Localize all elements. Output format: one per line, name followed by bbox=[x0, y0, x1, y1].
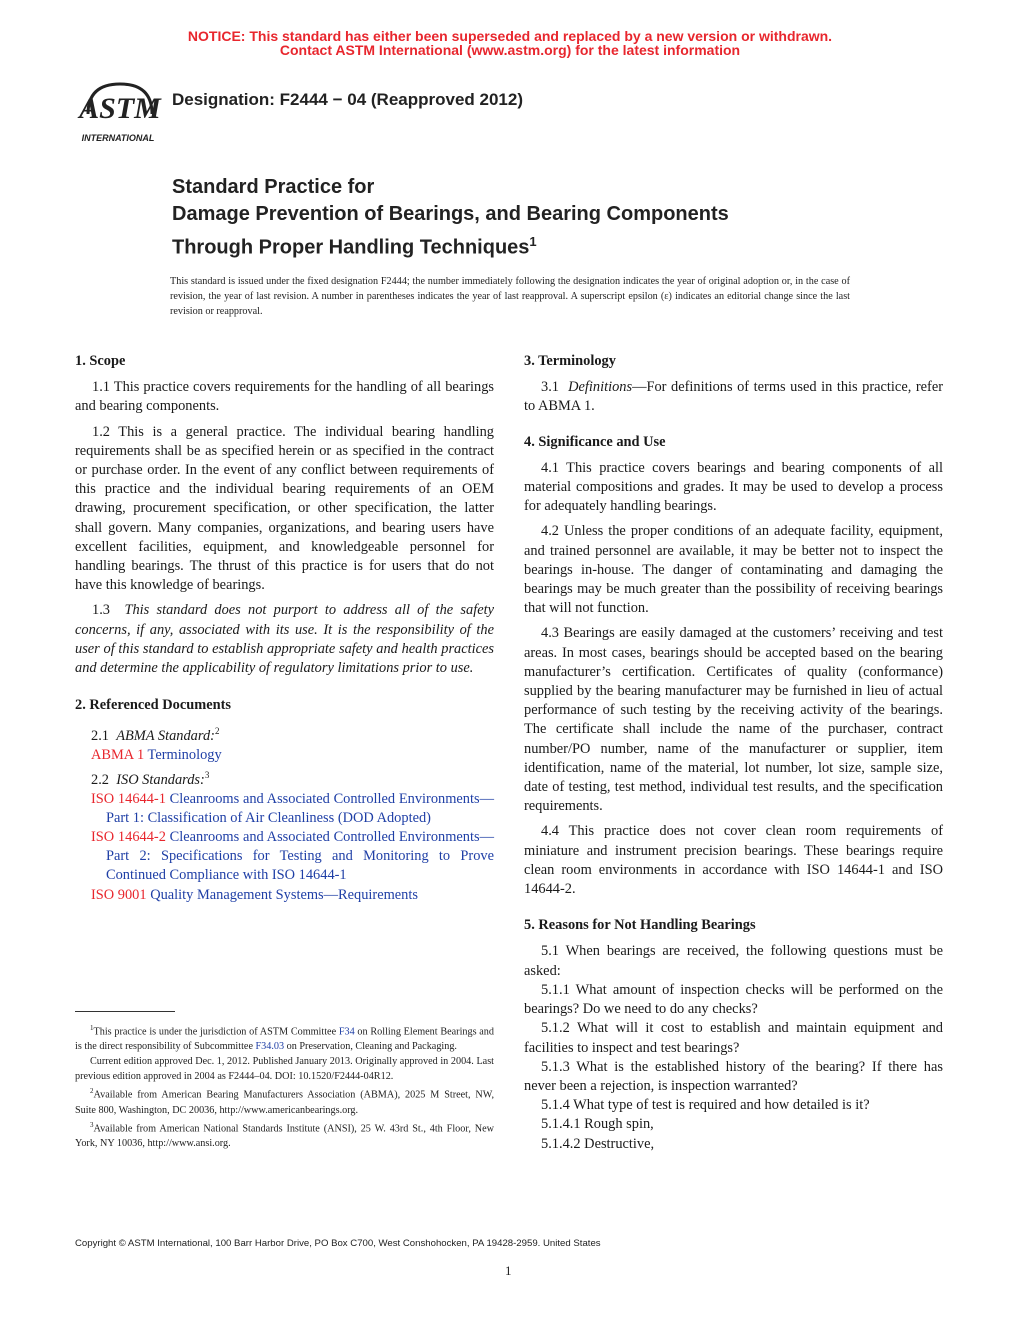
right-column bbox=[524, 352, 943, 1154]
link-f34-03[interactable]: F34.03 bbox=[255, 1041, 285, 1053]
para-5-1-3: 5.1.3 What is the established history of the bearing? If there has never been a rejection, is inspection warranted? bbox=[524, 1058, 943, 1094]
para-1-2: 1.2 This is a general practice. The individual bearing handling requirements shall be as specified herein or as specified in the contract or purchase order. In the event of any conflict between requirements of this practice and the individual bearing requirements of an OEM drawing, procurement specification, or other specification, the latter shall govern. Many companies, organizations, and bearing users have excellent facilities, equipment, and knowledgeable personnel for handling bearings. The thrust of this practice is for users that do not have this knowledge of bearings. bbox=[75, 423, 494, 594]
notice-banner-line-1: NOTICE: This standard has either been superseded and replaced by a new version or withdrawn. bbox=[187, 28, 833, 44]
title-line-1: Standard Practice for bbox=[172, 176, 375, 198]
para-5-1-4: 5.1.4 What type of test is required and how detailed is it? bbox=[541, 1097, 870, 1114]
ref-abma-1[interactable]: ABMA 1 Terminology bbox=[91, 747, 222, 764]
section-5-heading: 5. Reasons for Not Handling Bearings bbox=[524, 917, 756, 934]
para-4-2: 4.2 Unless the proper conditions of an adequate facility, equipment, and trained personnel are available, it may be better not to inspect the bearings in-house. The danger of contaminating and damaging the bearings may be much greater than the possibility of receiving bearings that will not function. bbox=[524, 523, 943, 617]
footnote-1-approval: Current edition approved Dec. 1, 2012. Published January 2013. Originally approved in 2004. Last previous edition approved in 2004 as F2444–04. DOI: 10.1520/F2444-04R12. bbox=[75, 1056, 494, 1083]
ref-iso-14644-1[interactable]: ISO 14644-1 Cleanrooms and Associated Controlled Environments—Part 1: Classification of Air Cleanliness (DOD Adopted) bbox=[91, 790, 494, 826]
title-line-3: Through Proper Handling Techniques$^1$ bbox=[172, 234, 537, 259]
para-5-1-4-2: 5.1.4.2 Destructive, bbox=[541, 1135, 655, 1152]
astm-logo-subtitle: INTERNATIONAL bbox=[81, 133, 155, 143]
footnote-2: $^2$Available from American Bearing Manufacturers Association (ABMA), 2025 M Street, NW, Suite 800, Washington, DC 20036, http://www.americanbearings.org. bbox=[75, 1087, 494, 1116]
astm-logo bbox=[72, 76, 164, 144]
issuance-statement: This standard is issued under the fixed designation F2444; the number immediately following the designation indicates the year of original adoption or, in the case of revision, the year of last revision. A number in parentheses indicates the year of last reapproval. A superscript epsilon (ε) indicates an editorial change since the last revision or reapproval. bbox=[170, 276, 850, 317]
left-column bbox=[75, 352, 494, 905]
para-1-1: 1.1 This practice covers requirements for the handling of all bearings and bearing components. bbox=[75, 379, 494, 415]
title-line-2: Damage Prevention of Bearings, and Bearing Components bbox=[172, 203, 729, 225]
footnotes bbox=[75, 1021, 494, 1151]
section-3-heading: 3. Terminology bbox=[524, 353, 616, 369]
para-4-4: 4.4 This practice does not cover clean room requirements of miniature and instrument precision bearings. These bearings require clean room environments in accordance with ISO 14644-1 and ISO 14644-2. bbox=[524, 823, 943, 898]
para-5-1-1: 5.1.1 What amount of inspection checks will be performed on the bearings? Do we need to do any checks? bbox=[524, 981, 943, 1018]
section-4-heading: 4. Significance and Use bbox=[524, 433, 666, 450]
copyright-line: Copyright © ASTM International, 100 Barr Harbor Drive, PO Box C700, West Conshohocken, PA 19428-2959. United States bbox=[75, 1238, 601, 1249]
para-5-1-4-1: 5.1.4.1 Rough spin, bbox=[541, 1116, 654, 1133]
para-2-2: 2.2 ISO Standards:$^3$ bbox=[91, 769, 210, 788]
footnote-3: $^3$Available from American National Standards Institute (ANSI), 25 W. 43rd St., 4th Floor, New York, NY 10036, http://www.ansi.org. bbox=[75, 1120, 494, 1150]
para-4-3: 4.3 Bearings are easily damaged at the customers’ receiving and test areas. In most cases, bearings should be accepted based on the bearing manufacturer’s certification. Certificates of quality (conformance) supplied by the bearing manufacturer may be furnished in lieu of actual performance of such testing by the receiving activity of the bearings. The certificate shall include the name of the purchaser, contract number/PO number, name of the manufacturer or supplier, item identification, name of the material, lot number, lot size, sample size, date of testing, test method, individual test results, and the specification requirements. bbox=[524, 625, 943, 815]
page-number: 1 bbox=[505, 1263, 512, 1278]
footnote-1: $^1$This practice is under the jurisdiction of ASTM Committee F34 on Rolling Element Bearings and is the direct responsibility of Subcommittee F34.03 on Preservation, Cleaning and Packaging. bbox=[75, 1024, 494, 1053]
para-1-3: 1.3 This standard does not purport to address all of the safety concerns, if any, associated with its use. It is the responsibility of the user of this standard to establish appropriate safety and health practices and determine the applicability of regulatory limitations prior to use. bbox=[75, 602, 494, 677]
astm-logo-text: ASTM bbox=[79, 92, 161, 125]
section-1-heading: 1. Scope bbox=[75, 353, 126, 369]
footnote-divider bbox=[75, 1011, 175, 1012]
para-3-1: 3.1 Definitions—For definitions of terms used in this practice, refer to ABMA 1. bbox=[524, 379, 943, 415]
para-4-1: 4.1 This practice covers bearings and bearing components of all material compositions and grades. It may be used to develop a process for adequately handling bearings. bbox=[524, 459, 943, 515]
document-title bbox=[172, 174, 932, 262]
link-f34[interactable]: F34 bbox=[338, 1026, 355, 1038]
para-2-1: 2.1 ABMA Standard:$^2$ bbox=[91, 726, 220, 745]
para-5-1: 5.1 When bearings are received, the following questions must be asked: bbox=[524, 943, 943, 979]
para-5-1-2: 5.1.2 What will it cost to establish and maintain equipment and facilities to inspect and test bearings? bbox=[524, 1020, 943, 1056]
notice-banner-line-2: Contact ASTM International (www.astm.org) for the latest information bbox=[279, 42, 741, 58]
section-2-heading: 2. Referenced Documents bbox=[75, 697, 231, 714]
ref-iso-9001[interactable]: ISO 9001 Quality Management Systems—Requirements bbox=[91, 886, 418, 903]
ref-iso-14644-2[interactable]: ISO 14644-2 Cleanrooms and Associated Controlled Environments—Part 2: Specifications for Testing and Monitoring to Prove Continued Compliance with ISO 14644-1 bbox=[91, 829, 494, 884]
title-footnote-mark: 1 bbox=[529, 234, 537, 249]
designation: Designation: F2444 − 04 (Reapproved 2012) bbox=[172, 90, 523, 109]
